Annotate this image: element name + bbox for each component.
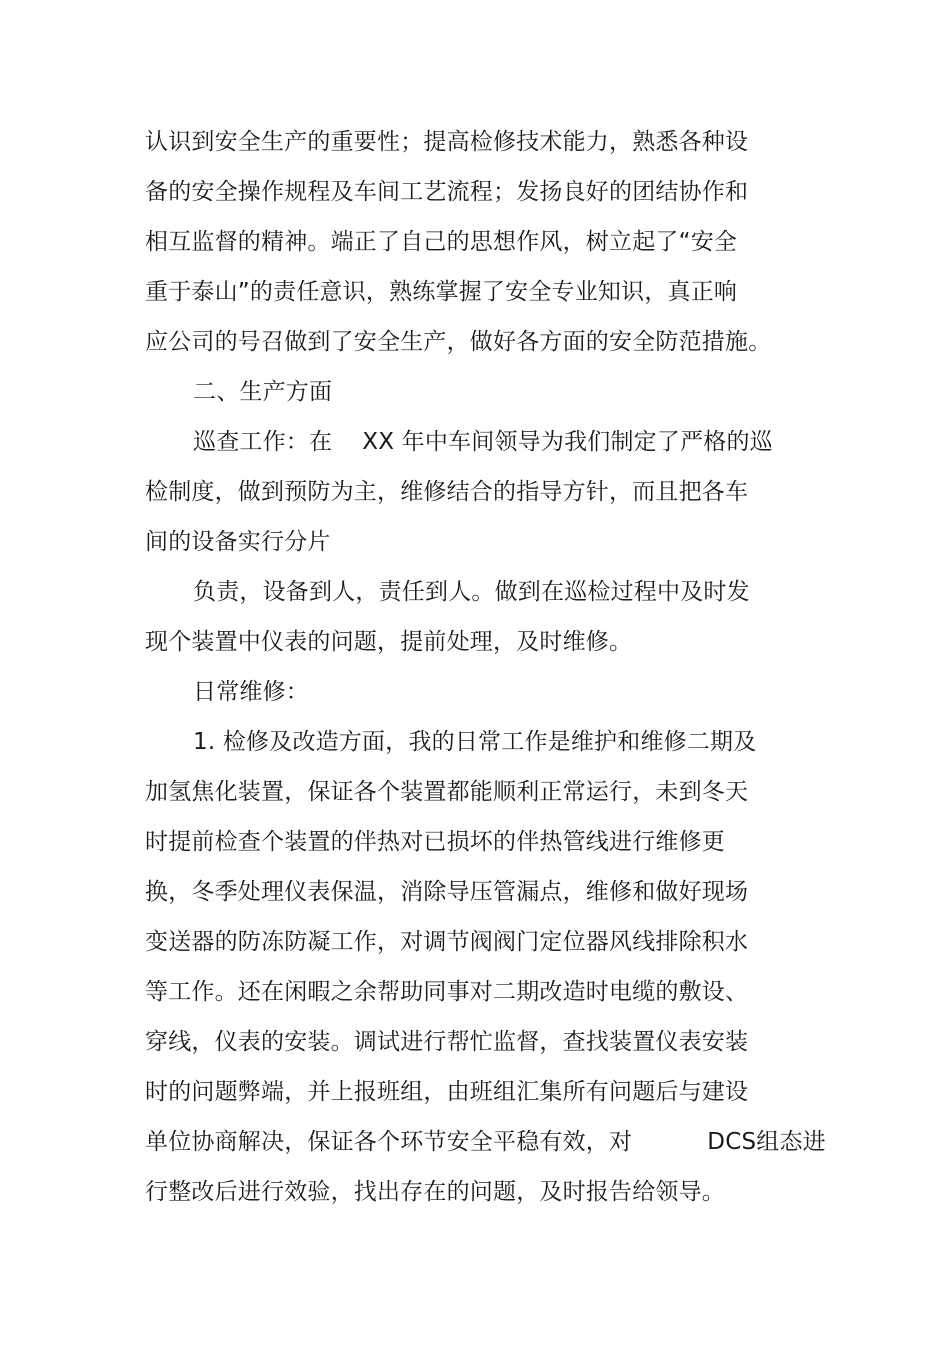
text-line-13: 1. 检修及改造方面，我的日常工作是维护和维修二期及 (193, 729, 757, 755)
text-line-14: 加氢焦化装置，保证各个装置都能顺利正常运行，未到冬天 (145, 779, 749, 805)
text-line-16: 换，冬季处理仪表保温，消除导压管漏点，维修和做好现场 (145, 879, 749, 905)
subheading-daily-maintenance: 日常维修： (193, 679, 309, 705)
text-line-9: 间的设备实行分片 (145, 529, 331, 555)
text-line-18: 等工作。还在闲暇之余帮助同事对二期改造时电缆的敷设、 (145, 979, 749, 1005)
text-line-20: 时的问题弊端，并上报班组，由班组汇集所有问题后与建设 (145, 1079, 749, 1105)
text-line-8: 检制度，做到预防为主，维修结合的指导方针，而且把各车 (145, 479, 749, 505)
text-line-17: 变送器的防冻防凝工作，对调节阀阀门定位器风线排除积水 (145, 929, 749, 955)
text-line-7: 巡查工作：在 XX 年中车间领导为我们制定了严格的巡 (193, 429, 773, 455)
section-heading-production: 二、生产方面 (193, 379, 333, 405)
text-line-1: 认识到安全生产的重要性；提高检修技术能力，熟悉各种设 (145, 129, 749, 155)
text-line-5: 应公司的号召做到了安全生产，做好各方面的安全防范措施。 (145, 329, 772, 355)
text-line-15: 时提前检查个装置的伴热对已损坏的伴热管线进行维修更 (145, 829, 725, 855)
text-line-11: 现个装置中仪表的问题，提前处理，及时维修。 (145, 629, 633, 655)
text-line-21: 单位协商解决，保证各个环节安全平稳有效，对 DCS组态进 (145, 1129, 826, 1155)
text-line-19: 穿线，仪表的安装。调试进行帮忙监督，查找装置仪表安装 (145, 1029, 749, 1055)
text-line-4: 重于泰山”的责任意识，熟练掌握了安全专业知识，真正响 (145, 279, 738, 305)
text-line-2: 备的安全操作规程及车间工艺流程；发扬良好的团结协作和 (145, 179, 749, 205)
text-line-3: 相互监督的精神。端正了自己的思想作风，树立起了“安全 (145, 229, 738, 255)
text-line-22: 行整改后进行效验，找出存在的问题，及时报告给领导。 (145, 1179, 725, 1205)
text-line-10: 负责，设备到人，责任到人。做到在巡检过程中及时发 (193, 579, 750, 605)
